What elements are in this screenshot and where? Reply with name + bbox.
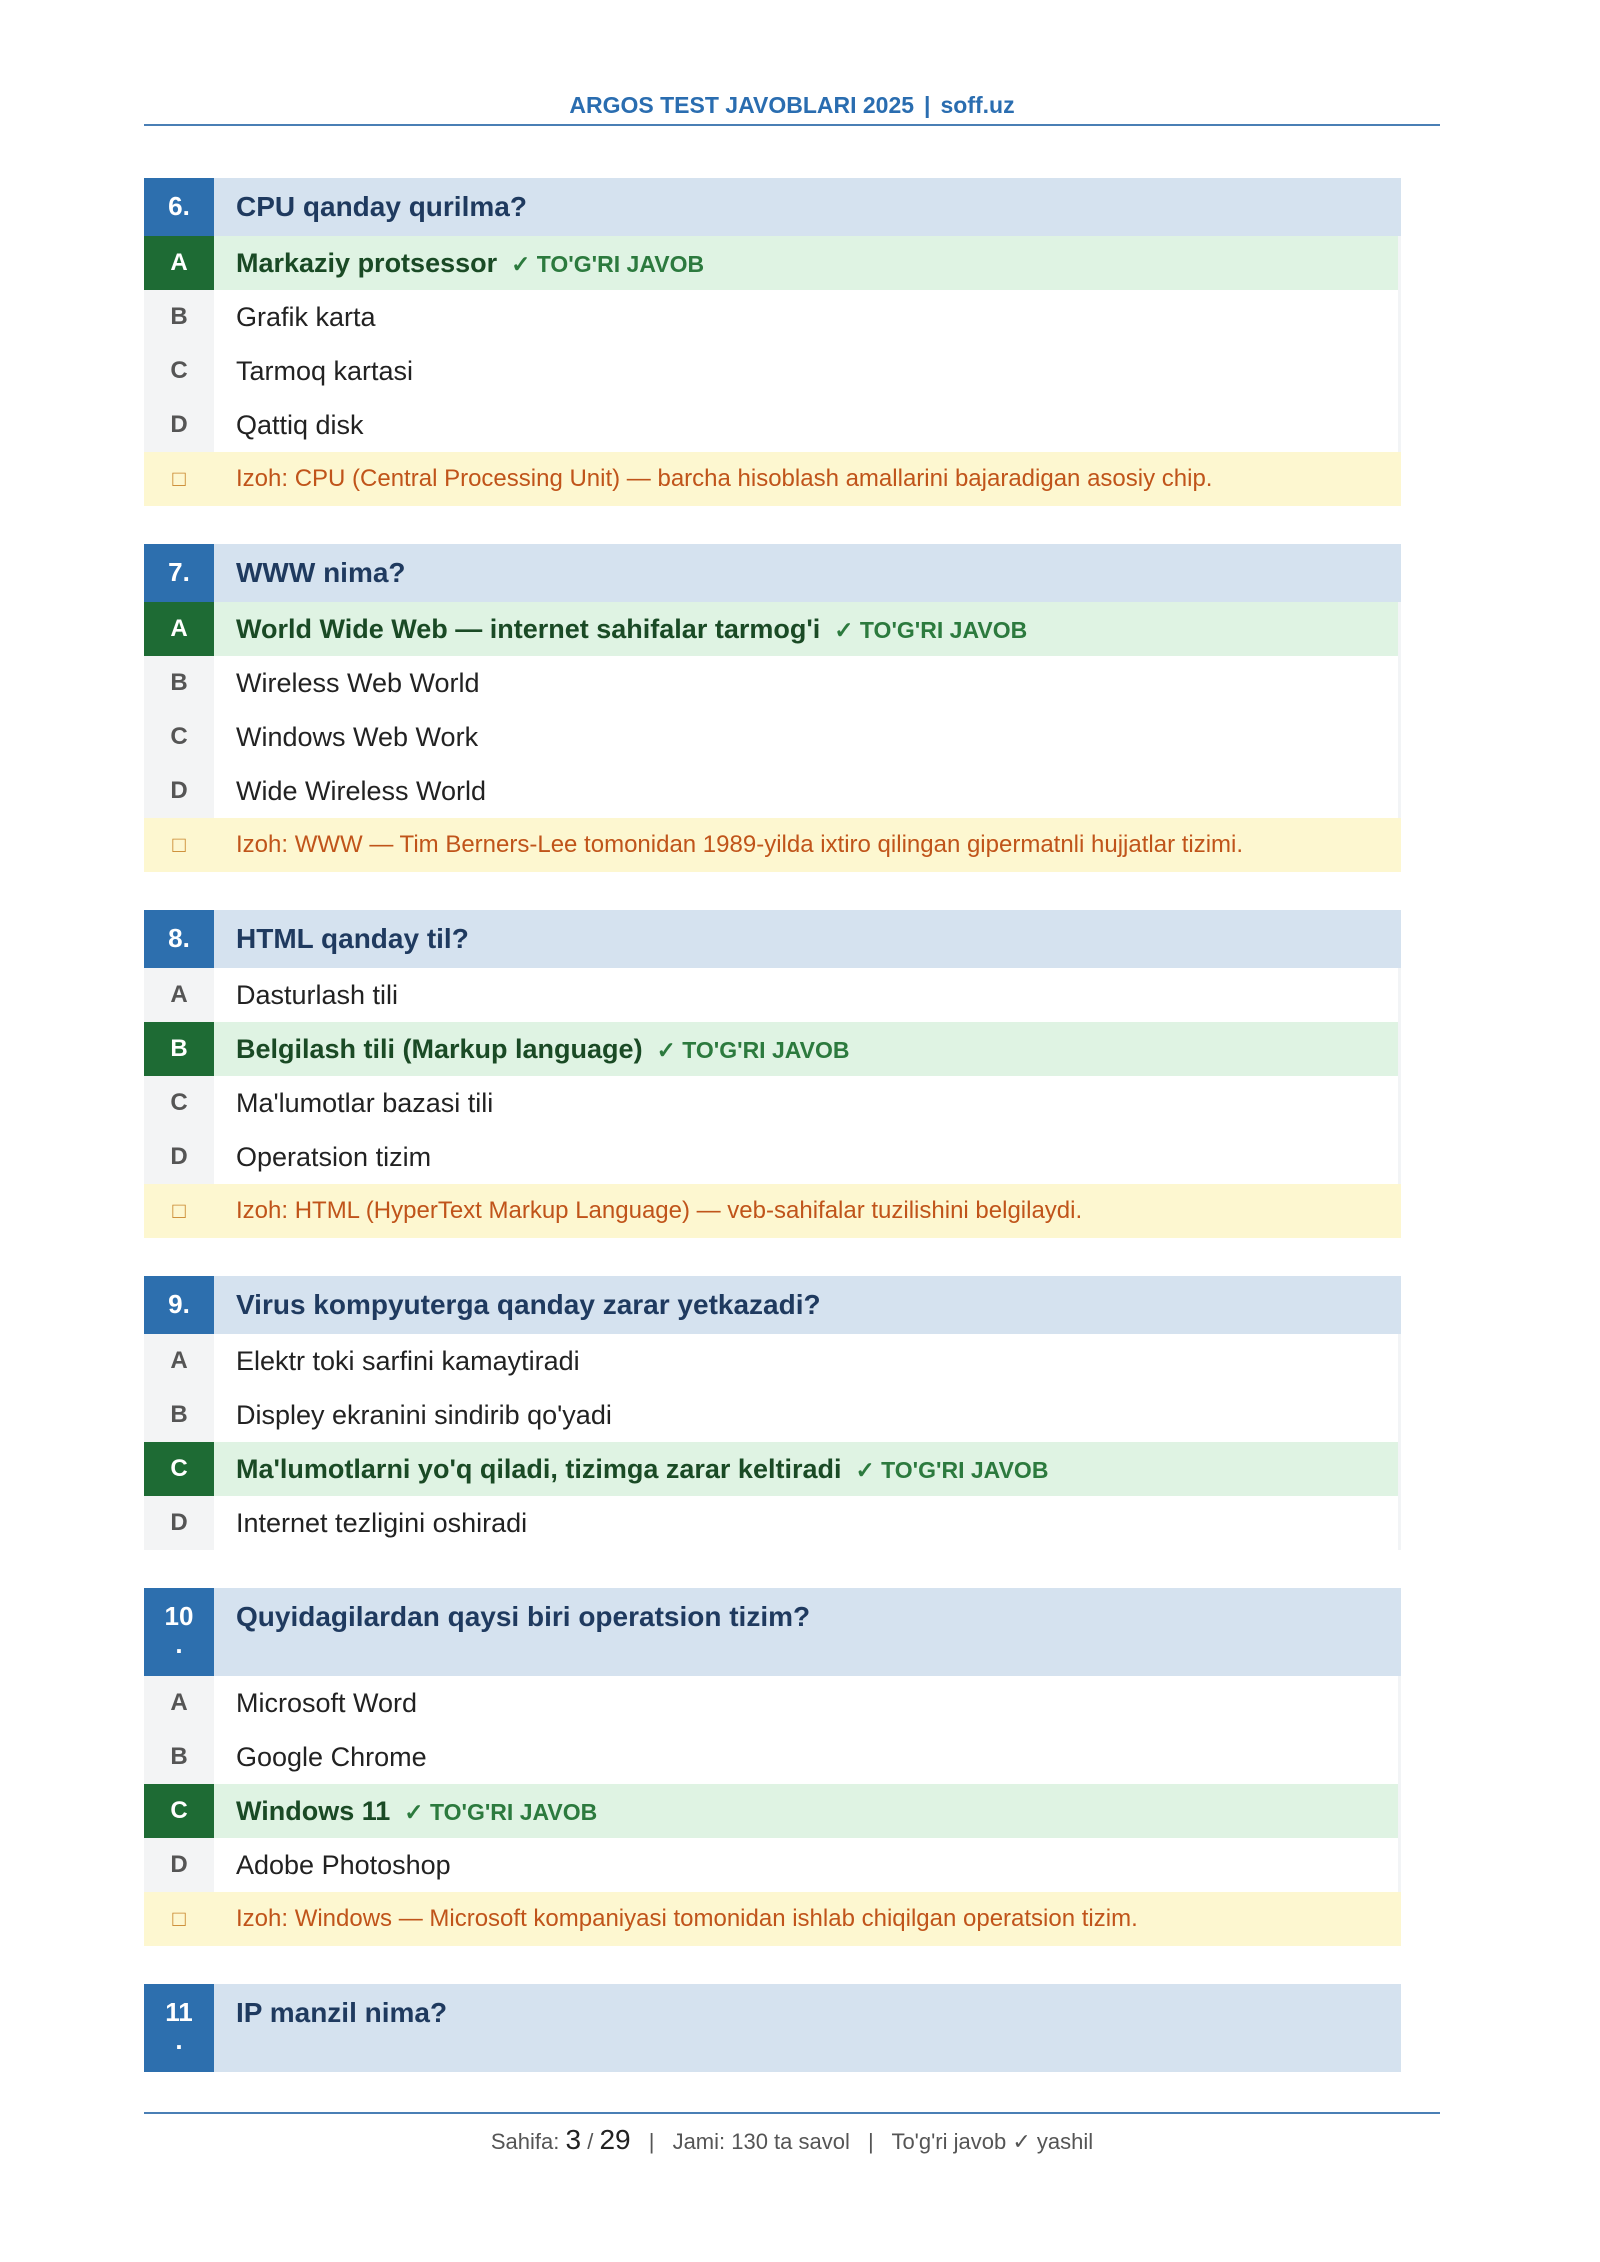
footer-separator: | bbox=[868, 2129, 874, 2154]
correct-answer-badge: ✓ TO'G'RI JAVOB bbox=[855, 1457, 1049, 1483]
correct-answer-option bbox=[144, 1022, 1401, 1076]
option-letter: B bbox=[144, 656, 214, 710]
option-text: Windows 11 bbox=[236, 1796, 391, 1826]
option-text-cell bbox=[214, 710, 1398, 764]
option-text: World Wide Web — internet sahifalar tarmog'i bbox=[236, 614, 821, 644]
option-text-cell bbox=[214, 968, 1398, 1022]
option-letter: A bbox=[144, 602, 214, 656]
option-text-cell bbox=[214, 1130, 1398, 1184]
answer-option bbox=[144, 968, 1401, 1022]
option-letter: A bbox=[144, 968, 214, 1022]
question-number: 8. bbox=[144, 910, 214, 968]
option-letter: C bbox=[144, 1784, 214, 1838]
option-letter: D bbox=[144, 1496, 214, 1550]
note-icon: □ bbox=[172, 1906, 186, 1931]
option-text: Displey ekranini sindirib qo'yadi bbox=[236, 1400, 612, 1430]
answer-option bbox=[144, 710, 1401, 764]
question-text: Quyidagilardan qaysi biri operatsion tizim? bbox=[236, 1601, 811, 1632]
option-text: Qattiq disk bbox=[236, 410, 364, 440]
question-block bbox=[144, 178, 1401, 506]
option-text-cell bbox=[214, 1076, 1398, 1130]
page-current: 3 bbox=[565, 2124, 582, 2155]
option-letter: B bbox=[144, 1730, 214, 1784]
question-text: Virus kompyuterga qanday zarar yetkazadi? bbox=[236, 1289, 821, 1320]
correct-answer-badge: ✓ TO'G'RI JAVOB bbox=[834, 617, 1028, 643]
option-text-cell bbox=[214, 1784, 1398, 1838]
answer-option bbox=[144, 290, 1401, 344]
total-questions: Jami: 130 ta savol bbox=[672, 2129, 850, 2154]
option-text: Markaziy protsessor bbox=[236, 248, 498, 278]
option-text-cell bbox=[214, 764, 1398, 818]
option-text-cell bbox=[214, 1334, 1398, 1388]
option-text: Dasturlash tili bbox=[236, 980, 399, 1010]
option-text-cell bbox=[214, 236, 1398, 290]
question-number: 11 . bbox=[144, 1984, 214, 2072]
option-text: Windows Web Work bbox=[236, 722, 479, 752]
legend-text: To'g'ri javob ✓ yashil bbox=[891, 2129, 1094, 2154]
page-slash: / bbox=[587, 2129, 594, 2154]
option-text: Tarmoq kartasi bbox=[236, 356, 414, 386]
option-text: Belgilash tili (Markup language) bbox=[236, 1034, 643, 1064]
option-text-cell bbox=[214, 1022, 1398, 1076]
question-number: 9. bbox=[144, 1276, 214, 1334]
option-text-cell bbox=[214, 1730, 1398, 1784]
option-text-cell bbox=[214, 398, 1398, 452]
answer-option bbox=[144, 344, 1401, 398]
option-text-cell bbox=[214, 656, 1398, 710]
note-text: Izoh: CPU (Central Processing Unit) — barcha hisoblash amallarini bajaradigan asosiy chip. bbox=[236, 465, 1213, 492]
page-header bbox=[144, 92, 1440, 126]
option-text-cell bbox=[214, 602, 1398, 656]
option-letter: B bbox=[144, 290, 214, 344]
question-block bbox=[144, 544, 1401, 872]
question-header bbox=[144, 1588, 1401, 1676]
question-header bbox=[144, 178, 1401, 236]
question-block bbox=[144, 910, 1401, 1238]
question-text: CPU qanday qurilma? bbox=[236, 191, 527, 222]
correct-answer-badge: ✓ TO'G'RI JAVOB bbox=[511, 251, 705, 277]
note-text: Izoh: HTML (HyperText Markup Language) — veb-sahifalar tuzilishini belgilaydi. bbox=[236, 1197, 1083, 1224]
option-letter: B bbox=[144, 1388, 214, 1442]
option-text-cell bbox=[214, 1496, 1398, 1550]
option-text: Microsoft Word bbox=[236, 1688, 418, 1718]
correct-answer-option bbox=[144, 236, 1401, 290]
correct-answer-option bbox=[144, 1442, 1401, 1496]
questions-list bbox=[144, 178, 1401, 2110]
option-text: Wireless Web World bbox=[236, 668, 480, 698]
page-label: Sahifa: bbox=[490, 2129, 560, 2154]
option-text: Adobe Photoshop bbox=[236, 1850, 451, 1880]
answer-option bbox=[144, 1388, 1401, 1442]
option-text: Google Chrome bbox=[236, 1742, 427, 1772]
question-header bbox=[144, 1984, 1401, 2072]
question-number: 6. bbox=[144, 178, 214, 236]
question-text: WWW nima? bbox=[236, 557, 406, 588]
explanation-note bbox=[144, 1184, 1401, 1238]
option-letter: D bbox=[144, 764, 214, 818]
option-text: Internet tezligini oshiradi bbox=[236, 1508, 528, 1538]
correct-answer-option bbox=[144, 1784, 1401, 1838]
option-text: Ma'lumotlar bazasi tili bbox=[236, 1088, 494, 1118]
question-block bbox=[144, 1588, 1401, 1946]
option-letter: D bbox=[144, 1130, 214, 1184]
question-header bbox=[144, 910, 1401, 968]
option-text: Wide Wireless World bbox=[236, 776, 487, 806]
answer-option bbox=[144, 398, 1401, 452]
option-text: Operatsion tizim bbox=[236, 1142, 432, 1172]
explanation-note bbox=[144, 818, 1401, 872]
answer-option bbox=[144, 1676, 1401, 1730]
answer-option bbox=[144, 1130, 1401, 1184]
option-text: Grafik karta bbox=[236, 302, 376, 332]
option-text-cell bbox=[214, 1676, 1398, 1730]
correct-answer-badge: ✓ TO'G'RI JAVOB bbox=[404, 1799, 598, 1825]
document-title: ARGOS TEST JAVOBLARI 2025 bbox=[569, 92, 915, 118]
note-text: Izoh: WWW — Tim Berners-Lee tomonidan 1989-yilda ixtiro qilingan gipermatnli hujjatlar tizimi. bbox=[236, 831, 1244, 858]
answer-option bbox=[144, 1496, 1401, 1550]
answer-option bbox=[144, 1334, 1401, 1388]
question-number: 10 . bbox=[144, 1588, 214, 1676]
option-letter: C bbox=[144, 710, 214, 764]
option-text-cell bbox=[214, 1838, 1398, 1892]
option-letter: B bbox=[144, 1022, 214, 1076]
explanation-note bbox=[144, 452, 1401, 506]
question-number: 7. bbox=[144, 544, 214, 602]
question-header bbox=[144, 544, 1401, 602]
explanation-note bbox=[144, 1892, 1401, 1946]
option-text: Elektr toki sarfini kamaytiradi bbox=[236, 1346, 580, 1376]
option-letter: D bbox=[144, 398, 214, 452]
question-block bbox=[144, 1276, 1401, 1550]
site-link[interactable]: soff.uz bbox=[940, 92, 1015, 118]
option-text-cell bbox=[214, 1442, 1398, 1496]
note-icon: □ bbox=[172, 466, 186, 491]
answer-option bbox=[144, 656, 1401, 710]
note-text: Izoh: Windows — Microsoft kompaniyasi tomonidan ishlab chiqilgan operatsion tizim. bbox=[236, 1905, 1138, 1932]
option-text-cell bbox=[214, 1388, 1398, 1442]
option-letter: D bbox=[144, 1838, 214, 1892]
header-separator: | bbox=[924, 92, 931, 118]
option-text: Ma'lumotlarni yo'q qiladi, tizimga zarar keltiradi bbox=[236, 1454, 842, 1484]
option-letter: A bbox=[144, 1676, 214, 1730]
question-text: HTML qanday til? bbox=[236, 923, 469, 954]
option-letter: A bbox=[144, 236, 214, 290]
correct-answer-badge: ✓ TO'G'RI JAVOB bbox=[656, 1037, 850, 1063]
note-icon: □ bbox=[172, 832, 186, 857]
option-text-cell bbox=[214, 290, 1398, 344]
question-text: IP manzil nima? bbox=[236, 1997, 448, 2028]
question-block bbox=[144, 1984, 1401, 2072]
page-footer bbox=[144, 2112, 1440, 2156]
answer-option bbox=[144, 1730, 1401, 1784]
answer-option bbox=[144, 1838, 1401, 1892]
option-letter: A bbox=[144, 1334, 214, 1388]
page-total: 29 bbox=[599, 2124, 631, 2155]
option-letter: C bbox=[144, 1442, 214, 1496]
option-letter: C bbox=[144, 1076, 214, 1130]
correct-answer-option bbox=[144, 602, 1401, 656]
answer-option bbox=[144, 764, 1401, 818]
footer-separator: | bbox=[648, 2129, 655, 2154]
option-text-cell bbox=[214, 344, 1398, 398]
note-icon: □ bbox=[172, 1198, 186, 1223]
answer-option bbox=[144, 1076, 1401, 1130]
question-header bbox=[144, 1276, 1401, 1334]
option-letter: C bbox=[144, 344, 214, 398]
